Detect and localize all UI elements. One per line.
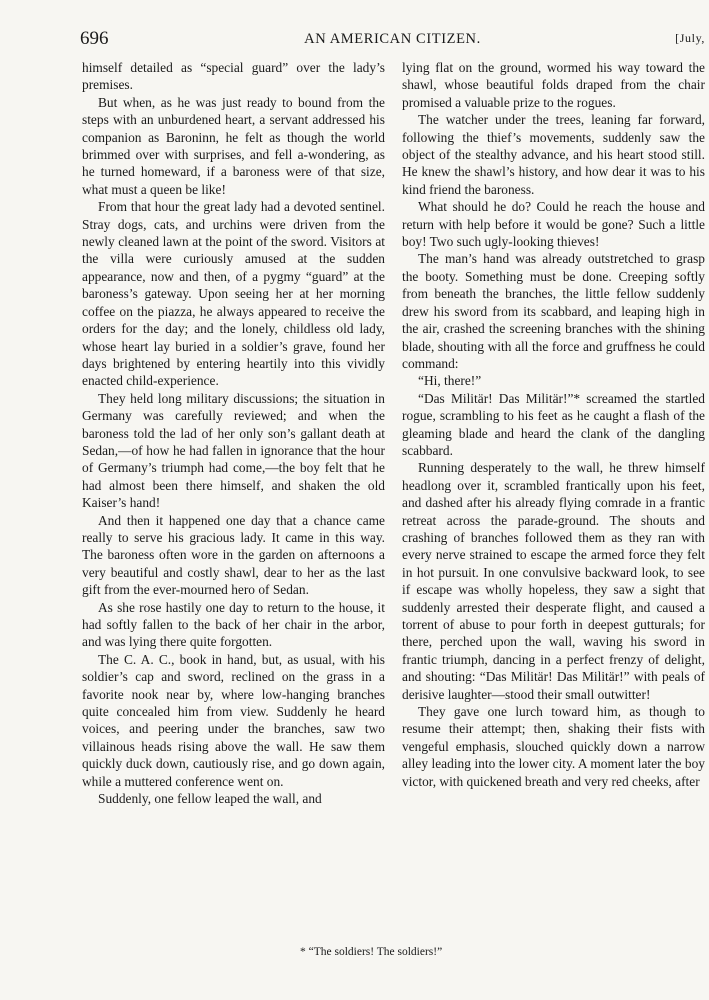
paragraph: They gave one lurch toward him, as though to resume their attempt; then, shaking their fists with vengeful emphasis, slouched quickly down a narrow alley leading into the lower city. A moment later the boy victor, with quickened breath and very red cheeks, after (402, 704, 705, 789)
paragraph: As she rose hastily one day to return to the house, it had softly fallen to the back of her chair in the arbor, and was lying there quite forgotten. (82, 599, 385, 650)
paragraph: They held long military discussions; the situation in Germany was carefully reviewed; and when the baroness told the lad of her only son’s gallant death at Sedan,—of how he had fallen in ignorance that the hour of Germany’s triumph had come,—the boy felt that he had almost been there himself, and shaken the old Kaiser’s hand! (82, 390, 385, 511)
paragraph: “Hi, there!” (418, 373, 482, 389)
paragraph: “Das Militär! Das Militär!”* screamed the startled rogue, scrambling to his feet as he caught a flash of the gleaming blade and heard the clank of the dangling scabbard. (402, 390, 705, 458)
paragraph: But when, as he was just ready to bound from the steps with an unburdened heart, a servant addressed his companion as Baroninn, he felt as though the world brimmed over with surprises, and fell a-wondering, as he turned homeward, if a baroness were of that size, what must a queen be like! (82, 94, 385, 197)
right-column (402, 59, 705, 790)
left-column (82, 59, 385, 807)
running-header (80, 28, 705, 54)
footnote: * “The soldiers! The soldiers!” (300, 946, 443, 958)
paragraph: And then it happened one day that a chance came really to serve his gracious lady. It came in this way. The baroness often wore in the garden on afternoons a very beautiful and costly shawl, dear to her as the last gift from the ever-mourned hero of Sedan. (82, 512, 385, 598)
running-title: AN AMERICAN CITIZEN. (304, 31, 481, 47)
paragraph: The C. A. C., book in hand, but, as usual, with his soldier’s cap and sword, reclined on the grass in a favorite nook near by, where low-hanging branches quite concealed him from view. Suddenly he heard voices, and peering under the branches, saw two villainous heads rising above the wall. He saw them quickly duck down, cautiously rise, and go down again, while a muttered conference went on. (82, 651, 385, 789)
paragraph: From that hour the great lady had a devoted sentinel. Stray dogs, cats, and urchins were driven from the newly cleaned lawn at the point of the sword. Visitors at the villa were curiously amused at the sudden appearance, now and then, of a pygmy “guard” at the baroness’s gateway. Upon seeing her at her morning coffee on the piazza, he always appeared to receive the orders for the day; and the lonely, childless old lady, whose heart lay buried in a soldier’s grave, found her days brightened by entering heartily into this vividly enacted child-experience. (82, 199, 385, 389)
paragraph: What should he do? Could he reach the house and return with help before it would be gone? Such a little boy! Two such ugly-looking thieves! (402, 199, 705, 250)
paragraph: The man’s hand was already outstretched to grasp the booty. Something must be done. Creeping softly from beneath the branches, the little fellow suddenly drew his sword from its scabbard, and leaping high in the air, crashed the screening branches with the shining blade, shouting with all the force and gruffness he could command: (402, 251, 705, 371)
issue-month: [July, (675, 31, 705, 45)
paragraph: lying flat on the ground, wormed his way toward the shawl, whose beautiful folds draped from the chair promised a valuable prize to the rogues. (402, 60, 705, 110)
page-number: 696 (80, 28, 109, 49)
paragraph: The watcher under the trees, leaning far forward, following the thief’s movements, suddenly saw the object of the stealthy advance, and his heart stood still. He knew the shawl’s history, and how dear it was to his kind friend the baroness. (402, 112, 705, 197)
paragraph: Suddenly, one fellow leaped the wall, and (98, 791, 322, 807)
paragraph: Running desperately to the wall, he threw himself headlong over it, scrambled frantically upon his feet, and dashed after his already flying comrade in a frantic retreat across the parade-ground. The shouts and crashing of branches followed them as they ran with every nerve strained to escape the armed force they felt in hot pursuit. In one convulsive backward look, to see if escape was wholly hopeless, they saw a sight that suddenly arrested their desperate flight, and caused a torrent of abuse to pour forth in deepest gutturals; for there, perched upon the wall, waving his sword in frantic triumph, dancing in a perfect frenzy of delight, and shouting: “Das Militär! Das Militär!” with peals of derisive laughter—stood their small outwitter! (402, 460, 705, 702)
paragraph: himself detailed as “special guard” over the lady’s premises. (82, 60, 385, 93)
